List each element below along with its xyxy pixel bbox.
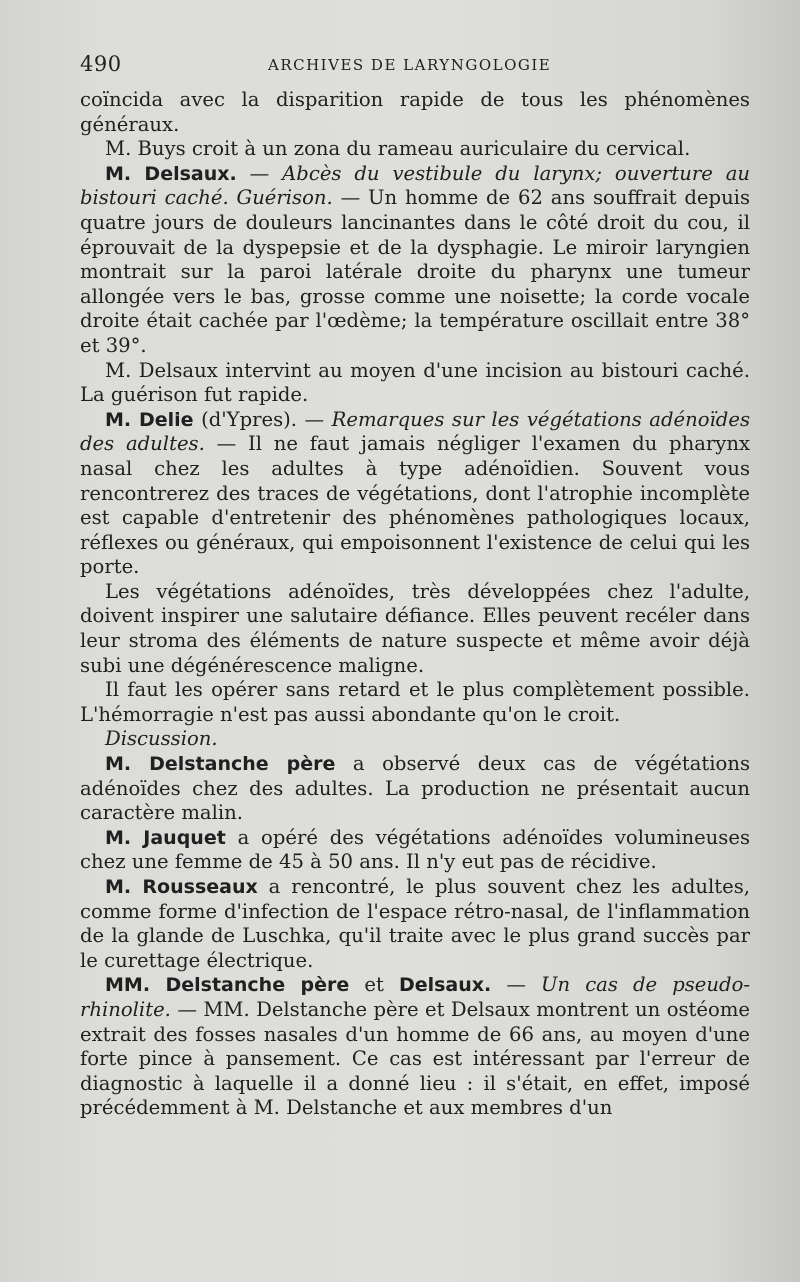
paragraph-delstanche bbox=[80, 752, 750, 826]
paragraph-vegetations: Les végétations adénoïdes, très développées chez l'adulte, doivent inspirer une salutaire défiance. Elles peuvent recéler dans leur stroma des éléments de nature suspecte et même avoir déjà subi une dégénérescence maligne. bbox=[80, 579, 750, 677]
paragraph-delsaux-incision: M. Delsaux intervint au moyen d'une incision au bistouri caché. La guérison fut rapide. bbox=[80, 358, 750, 407]
speaker-name: M. Delstanche père bbox=[105, 753, 336, 776]
running-title: ARCHIVES DE LARYNGOLOGIE bbox=[268, 56, 552, 74]
discussion-heading: Discussion. bbox=[105, 727, 218, 751]
speaker-name: M. Rousseaux bbox=[105, 876, 258, 898]
paragraph-delsaux-abces bbox=[80, 162, 750, 359]
paragraph-rousseaux bbox=[80, 875, 750, 973]
communication-title: — Abcès du vestibule du larynx; ouverture au bistouri caché. Guérison. bbox=[80, 161, 751, 210]
paragraph-text: — MM. Delstanche père et Delsaux montrent un ostéome extrait des fosses nasales d'un homme de 66 ans, au moyen d'une forte pince à pansement. Ce cas est intéressant par l'erreur de diagnostic à laquelle il a donné lieu : il s'était, en effet, imposé précédemment à M. Delstanche et aux membres d'un bbox=[80, 997, 750, 1120]
paragraph-operer: Il faut les opérer sans retard et le plus complètement possible. L'hémorragie n'est pas aussi abondante qu'on le croit. bbox=[80, 678, 750, 726]
speaker-name: Delsaux. bbox=[398, 974, 492, 997]
paragraph-text: — Un homme de 62 ans souffrait depuis quatre jours de douleurs lancinantes dans le côté droit du cou, il éprouvait de la dyspepsie et de la dysphagie. Le miroir laryngien montrait sur la paroi latérale droite du pharynx une tumeur allongée vers le bas, grosse comme une noisette; la corde vocale droite était cachée par l'œdème; la température oscillait entre 38° et 39°. bbox=[80, 186, 751, 357]
speaker-name: M. Jauquet bbox=[105, 826, 226, 849]
paragraph-continuation: coïncida avec la disparition rapide de tous les phénomènes généraux. bbox=[80, 88, 750, 136]
paragraph-jauquet bbox=[80, 826, 750, 875]
paragraph-delie bbox=[80, 408, 750, 580]
paragraph-text: — Il ne faut jamais négliger l'examen du pharynx nasal chez les adultes à type adénoïdien. Souvent vous rencontrerez des traces de végétations, dont l'atrophie incomplète est capable d'entretenir des phénomènes pathologiques locaux, réflexes ou généraux, qui empoisonnent l'existence de celui qui les porte. bbox=[80, 432, 750, 579]
page-header bbox=[80, 52, 752, 80]
communication-title: — Un cas de pseudo-rhinolite. bbox=[80, 973, 750, 1021]
page-number: 490 bbox=[80, 52, 122, 76]
conjunction: et bbox=[364, 973, 384, 997]
paragraph-text: a rencontré, le plus souvent chez les adultes, comme forme d'infection de l'espace rétro-nasal, de l'inflammation de la glande de Luschka, qu'il traite avec le plus grand succès par le curettage électrique. bbox=[80, 875, 751, 972]
speaker-origin: (d'Ypres). bbox=[201, 407, 298, 431]
communication-title: — Remarques sur les végétations adénoïdes des adultes. bbox=[80, 407, 750, 456]
paragraph-text: a observé deux cas de végétations adénoïdes chez des adultes. La production ne présentait aucun caractère malin. bbox=[80, 752, 750, 825]
speaker-name: MM. Delstanche père bbox=[105, 974, 350, 997]
speaker-name: M. Delie bbox=[105, 408, 194, 431]
paragraph-buys: M. Buys croit à un zona du rameau auriculaire du cervical. bbox=[105, 137, 691, 161]
paragraph-text: a opéré des végétations adénoïdes volumineuses chez une femme de 45 à 50 ans. Il n'y eut pas de récidive. bbox=[80, 825, 750, 874]
paragraph-pseudo-rhinolite bbox=[80, 973, 750, 1121]
speaker-name: M. Delsaux. bbox=[105, 162, 237, 185]
page-body bbox=[80, 88, 750, 1121]
